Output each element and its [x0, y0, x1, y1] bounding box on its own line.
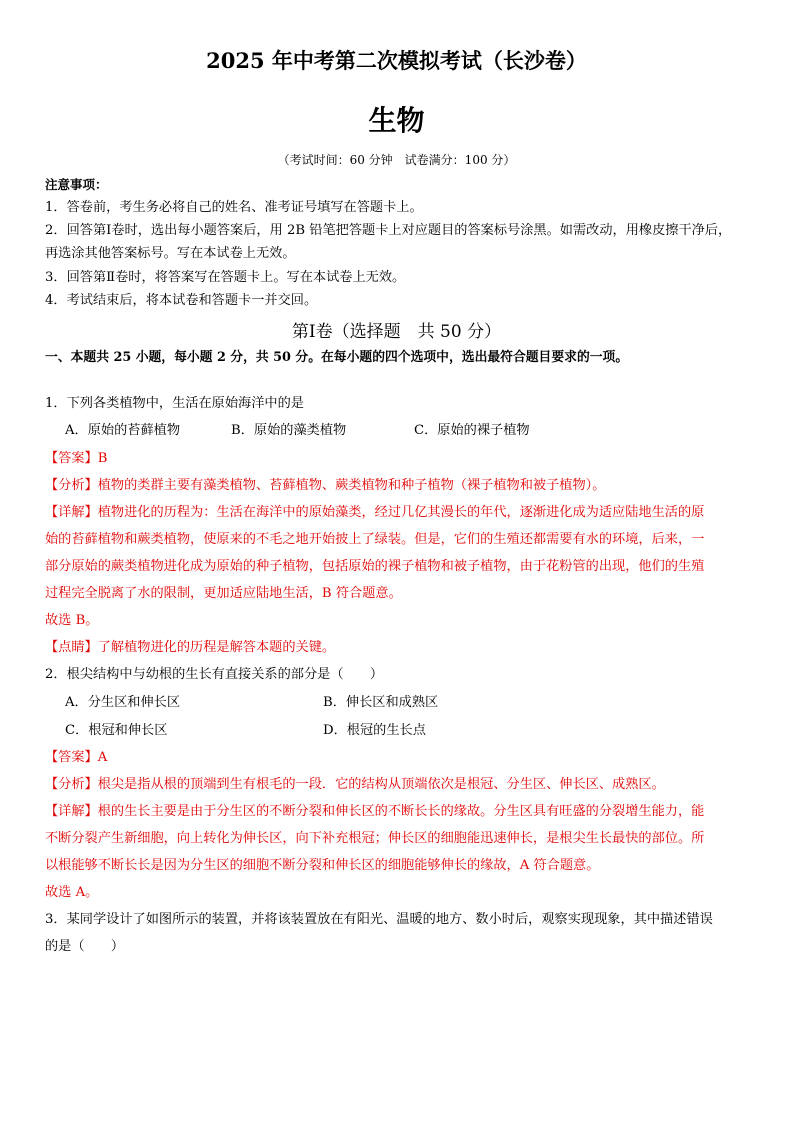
question-3-stem: 的是（ ）: [45, 939, 125, 954]
question-2-option-b: B．伸长区和成熟区: [323, 695, 439, 710]
notice-item: 2．回答第Ⅰ卷时，选出每小题答案后，用 2B 铅笔把答题卡上对应题目的答案标号涂黑。如需改动，用橡皮擦干净后，: [45, 223, 732, 238]
question-1-comment: 【点睛】了解植物进化的历程是解答本题的关键。: [45, 640, 336, 655]
question-2-option-a: A．分生区和伸长区: [65, 695, 181, 710]
question-1-detail: 【详解】植物进化的历程为：生活在海洋中的原始藻类，经过几亿其漫长的年代，逐渐进化成为适应陆地生活的原: [45, 505, 705, 520]
question-2-option-c: C．根冠和伸长区: [65, 723, 168, 738]
question-2-answer: 【答案】A: [45, 750, 108, 765]
section-heading: 第Ⅰ卷（选择题 共 50 分）: [291, 322, 502, 342]
question-2-conclusion: 故选 A。: [45, 885, 99, 900]
notice-item: 4．考试结束后，将本试卷和答题卡一并交回。: [45, 293, 318, 308]
question-2-stem: 2．根尖结构中与幼根的生长有直接关系的部分是（ ）: [45, 667, 384, 682]
notice-item: 1．答卷前，考生务必将自己的姓名、准考证号填写在答题卡上。: [45, 200, 423, 215]
question-1-detail: 始的苔藓植物和蕨类植物，使原来的不毛之地开始披上了绿装。但是，它们的生殖还都需要有水的环境，后来，一: [45, 532, 705, 547]
question-1-option-a: A．原始的苔藓植物: [65, 423, 181, 438]
section-instruction: 一、本题共 25 小题，每小题 2 分，共 50 分。在每小题的四个选项中，选出最符合题目要求的一项。: [45, 350, 629, 365]
question-2-analysis: 【分析】根尖是指从根的顶端到生有根毛的一段．它的结构从顶端依次是根冠、分生区、伸长区、成熟区。: [45, 777, 665, 792]
notice-item: 3．回答第Ⅱ卷时，将答案写在答题卡上。写在本试卷上无效。: [45, 270, 406, 285]
notice-item: 再选涂其他答案标号。写在本试卷上无效。: [45, 246, 296, 261]
question-2-detail: 以根能够不断长长是因为分生区的细胞不断分裂和伸长区的细胞能够伸长的缘故，A 符合题意。: [45, 858, 600, 873]
question-1-option-b: B．原始的藻类植物: [231, 423, 347, 438]
question-2-option-d: D．根冠的生长点: [323, 723, 426, 738]
question-1-detail: 部分原始的蕨类植物进化成为原始的种子植物，包括原始的裸子植物和被子植物，由于花粉管的出现，他们的生殖: [45, 559, 705, 574]
question-2-detail: 【详解】根的生长主要是由于分生区的不断分裂和伸长区的不断长长的缘故。分生区具有旺盛的分裂增生能力，能: [45, 804, 705, 819]
question-1-answer: 【答案】B: [45, 451, 108, 466]
subject-title: 生物: [368, 104, 425, 137]
question-1-stem: 1．下列各类植物中，生活在原始海洋中的是: [45, 396, 304, 411]
notice-heading: 注意事项：: [45, 177, 108, 192]
question-2-detail: 不断分裂产生新细胞，向上转化为伸长区，向下补充根冠；伸长区的细胞能迅速伸长，是根尖生长最快的部位。所: [45, 831, 705, 846]
question-1-conclusion: 故选 B。: [45, 613, 99, 628]
question-3-stem: 3．某同学设计了如图所示的装置，并将该装置放在有阳光、温暖的地方、数小时后，观察实现现象，其中描述错误: [45, 912, 713, 927]
exam-info: （考试时间：60 分钟 试卷满分：100 分）: [277, 153, 516, 167]
question-1-detail: 过程完全脱离了水的限制，更加适应陆地生活，B 符合题意。: [45, 586, 402, 601]
question-1-analysis: 【分析】植物的类群主要有藻类植物、苔藓植物、蕨类植物和种子植物（裸子植物和被子植物）。: [45, 478, 606, 493]
question-1-option-c: C．原始的裸子植物: [414, 423, 530, 438]
exam-title: 2025 年中考第二次模拟考试（长沙卷）: [206, 48, 587, 73]
